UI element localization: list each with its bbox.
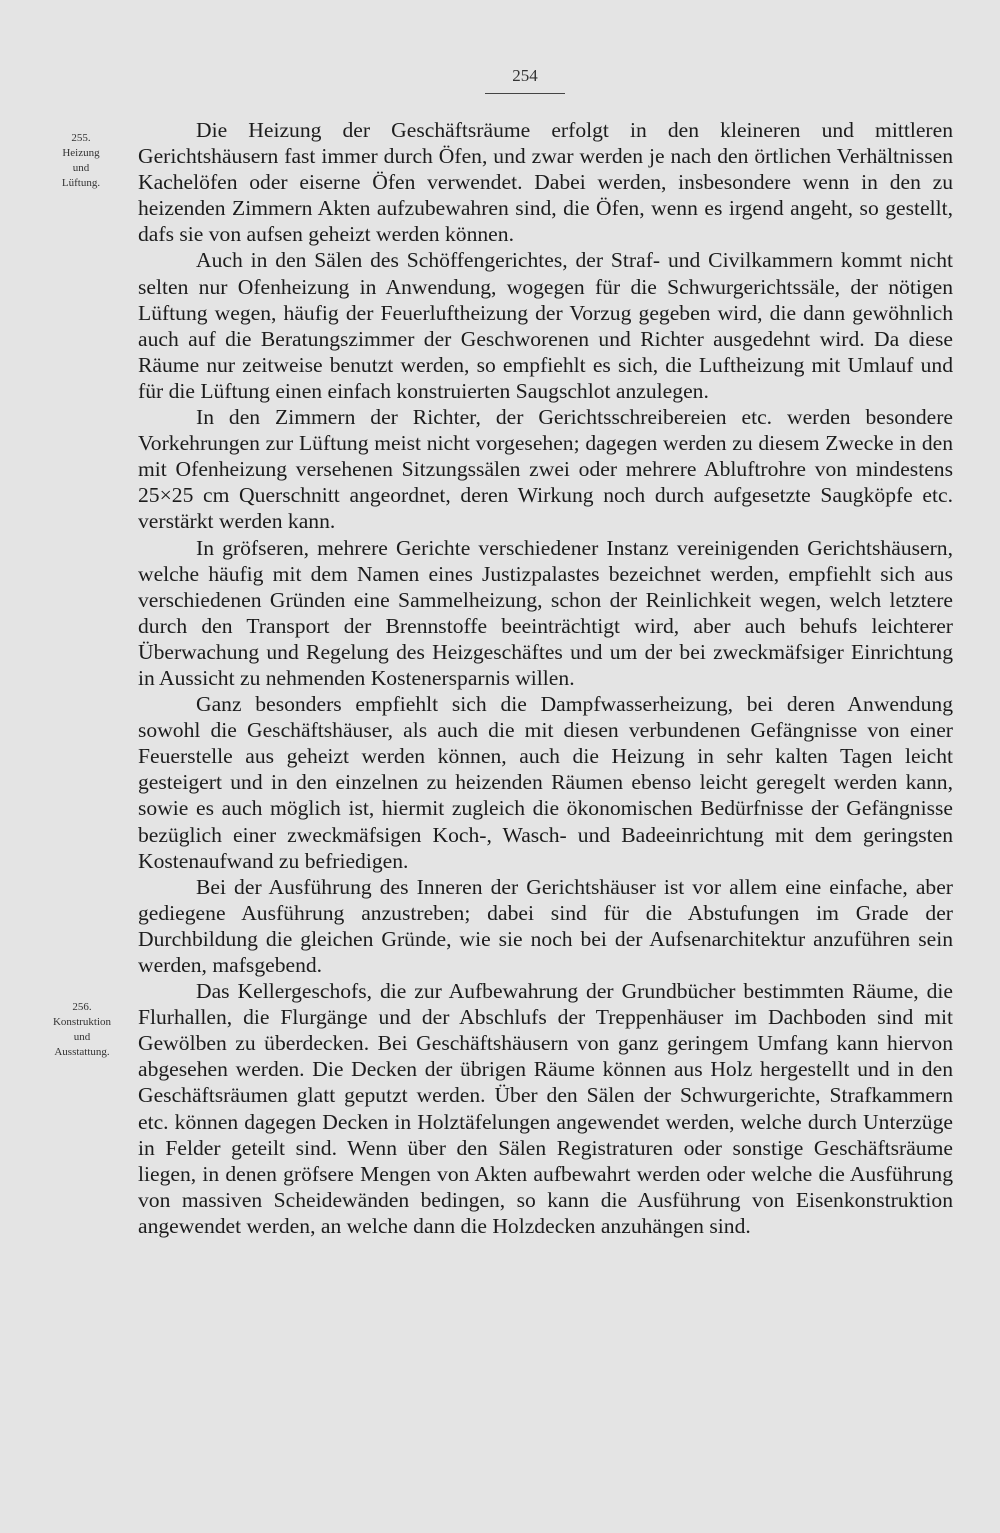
margin-note-line: Heizung (62, 147, 100, 159)
margin-note-number: 256. (72, 1001, 92, 1013)
paragraph-ventilation: In den Zimmern der Richter, der Gerichtsschreibereien etc. werden besondere Vorkehrungen zur Lüftung meist nicht vorgesehen; dagegen werden zu diesem Zwecke in den mit Ofenheizung versehenen Sitzungssälen zwei oder mehrere Abluftrohre von mindestens 25×25 cm Querschnitt angeordnet, deren Wirkung noch durch aufgesetzte Saugköpfe etc. verstärkt werden kann. (138, 405, 953, 534)
paragraph-interior: Bei der Ausführung des Inneren der Gerichtshäuser ist vor allem eine einfache, aber gediegene Ausführung anzustreben; dabei sind für die Abstufungen im Grade der Durchbildung die gleichen Gründe, wie sie noch bei der Aufsenarchitektur anzuführen sein werden, mafsgebend. (138, 874, 953, 977)
margin-note-number: 255. (71, 132, 91, 144)
margin-note-construction (37, 1000, 127, 1060)
body-text (138, 117, 953, 1239)
paragraph-ceilings: Das Kellergeschofs, die zur Aufbewahrung der Grundbücher bestimmten Räume, die Flurhallen, die Flurgänge und der Abschlufs der Treppenhäuser im Dachboden sind mit Gewölben zu überdecken. Bei Geschäftshäusern von ganz geringem Umfang kann hiervon abgesehen werden. Die Decken der übrigen Räume können aus Holz hergestellt und in den Geschäftsräumen glatt geputzt werden. Über den Sälen der Schwurgerichte, Strafkammern etc. können dagegen Decken in Holztäfelungen angewendet werden, welche durch Unterzüge in Felder geteilt sind. Wenn über den Sälen Registraturen oder sonstige Geschäftsräume liegen, in denen gröfsere Mengen von Akten aufbewahrt werden oder welche die Ausführung von massiven Scheidewänden bedingen, so kann die Ausführung von Eisenkonstruktion angewendet werden, an welche dann die Holzdecken anzuhängen sind. (138, 979, 953, 1238)
paragraph-steam-heating: Ganz besonders empfiehlt sich die Dampfwasserheizung, bei deren Anwendung sowohl die Geschäftshäuser, als auch die mit diesen verbundenen Gefängnisse von einer Feuerstelle aus geheizt werden können, auch die Heizung in sehr kalten Tagen leicht gesteigert und in den einzelnen zu heizenden Räumen ebenso leicht geregelt werden kann, sowie es auch möglich ist, hiermit zugleich die ökonomischen Bedürfnisse der Gefängnisse bezüglich einer zweckmäfsigen Koch-, Wasch- und Badeeinrichtung mit dem geringsten Kostenaufwand zu befriedigen. (138, 692, 953, 873)
margin-note-line: Konstruktion (52, 1016, 112, 1028)
margin-note-line: und (73, 1031, 91, 1043)
page-number-rule (485, 93, 565, 94)
margin-note-line: Ausstattung. (54, 1046, 110, 1058)
margin-note-line: und (72, 162, 90, 174)
paragraph-heating: Die Heizung der Geschäftsräume erfolgt in den kleineren und mittleren Gerichtshäusern fast immer durch Öfen, und zwar werden je nach den örtlichen Verhältnissen Kachelöfen oder eiserne Öfen verwendet. Dabei werden, insbesondere wenn in den zu heizenden Zimmern Akten aufzubewahren sind, die Öfen, wenn es irgend angeht, so gestellt, dafs sie von aufsen geheizt werden können. (138, 118, 953, 247)
paragraph-court-halls: Auch in den Sälen des Schöffengerichtes, der Straf- und Civilkammern kommt nicht selten nur Ofenheizung in Anwendung, wogegen für die Schwurgerichtssäle, der nötigen Lüftung wegen, häufig der Feuerluftheizung der Vorzug gegeben wird, die dann gewöhnlich auch auf die Beratungszimmer der Geschworenen und Richter ausgedehnt wird. Da diese Räume nur zeitweise benutzt werden, so empfiehlt es sich, die Luftheizung mit Umlauf und für die Lüftung einen einfach konstruierten Saugschlot anzulegen. (138, 248, 953, 403)
margin-note-heating (36, 131, 126, 191)
margin-note-line: Lüftung. (61, 177, 101, 189)
page-number: 254 (512, 66, 538, 85)
paragraph-central-heating: In gröfseren, mehrere Gerichte verschiedener Instanz vereinigenden Gerichtshäusern, welche häufig mit dem Namen eines Justizpalastes bezeichnet werden, empfiehlt sich aus verschiedenen Gründen eine Sammelheizung, schon der Reinlichkeit wegen, welch letztere durch den Transport der Brennstoffe beeinträchtigt wird, aber auch behufs leichterer Überwachung und Regelung des Heizgeschäftes und um der bei zweckmäfsiger Einrichtung in Aussicht zu nehmenden Kostenersparnis willen. (138, 535, 953, 690)
